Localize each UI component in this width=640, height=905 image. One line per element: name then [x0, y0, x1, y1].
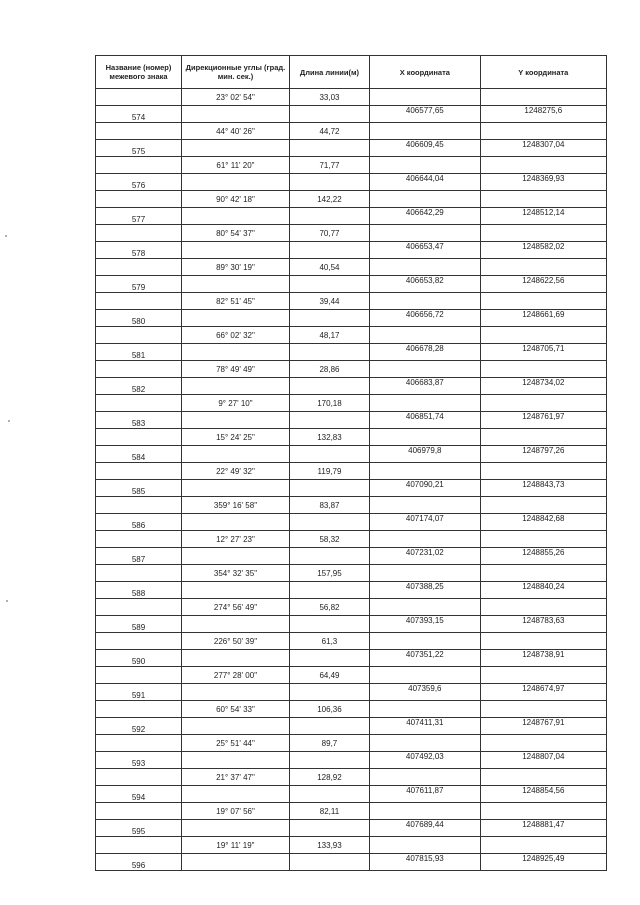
segment-row	[96, 191, 607, 208]
length-spacer	[289, 140, 369, 157]
y-coordinate-cell: 1248369,93	[480, 174, 606, 191]
length-spacer	[289, 650, 369, 667]
segment-row	[96, 463, 607, 480]
angle-spacer	[181, 174, 289, 191]
y-spacer	[480, 361, 606, 378]
length-spacer	[289, 786, 369, 803]
angle-cell: 9° 27' 10"	[181, 395, 289, 412]
x-coordinate-cell: 406653,47	[370, 242, 481, 259]
length-cell: 44,72	[289, 123, 369, 140]
segment-row	[96, 633, 607, 650]
angle-spacer	[181, 820, 289, 837]
y-coordinate-cell: 1248767,91	[480, 718, 606, 735]
name-spacer	[96, 89, 182, 106]
length-spacer	[289, 106, 369, 123]
point-name-cell: 592	[96, 718, 182, 735]
x-spacer	[370, 701, 481, 718]
length-spacer	[289, 616, 369, 633]
angle-cell: 359° 16' 58"	[181, 497, 289, 514]
y-coordinate-cell: 1248661,69	[480, 310, 606, 327]
name-spacer	[96, 157, 182, 174]
angle-cell: 89° 30' 19"	[181, 259, 289, 276]
y-spacer	[480, 191, 606, 208]
point-row	[96, 412, 607, 429]
y-coordinate-cell: 1248881,47	[480, 820, 606, 837]
x-spacer	[370, 327, 481, 344]
length-cell: 106,36	[289, 701, 369, 718]
length-cell: 132,83	[289, 429, 369, 446]
name-spacer	[96, 497, 182, 514]
point-name-cell: 586	[96, 514, 182, 531]
length-cell: 89,7	[289, 735, 369, 752]
length-cell: 82,11	[289, 803, 369, 820]
length-cell: 48,17	[289, 327, 369, 344]
length-spacer	[289, 174, 369, 191]
x-coordinate-cell: 407611,87	[370, 786, 481, 803]
x-coordinate-cell: 407174,07	[370, 514, 481, 531]
x-spacer	[370, 599, 481, 616]
name-spacer	[96, 361, 182, 378]
length-cell: 119,79	[289, 463, 369, 480]
length-cell: 39,44	[289, 293, 369, 310]
segment-row	[96, 803, 607, 820]
name-spacer	[96, 225, 182, 242]
point-row	[96, 106, 607, 123]
segment-row	[96, 667, 607, 684]
point-name-cell: 583	[96, 412, 182, 429]
point-row	[96, 242, 607, 259]
angle-spacer	[181, 446, 289, 463]
scan-speck	[8, 420, 10, 422]
y-spacer	[480, 89, 606, 106]
y-coordinate-cell: 1248705,71	[480, 344, 606, 361]
point-name-cell: 580	[96, 310, 182, 327]
x-spacer	[370, 633, 481, 650]
x-coordinate-cell: 407815,93	[370, 854, 481, 871]
length-cell: 83,87	[289, 497, 369, 514]
y-spacer	[480, 633, 606, 650]
length-cell: 33,03	[289, 89, 369, 106]
length-cell: 157,95	[289, 565, 369, 582]
point-row	[96, 344, 607, 361]
point-row	[96, 786, 607, 803]
length-spacer	[289, 684, 369, 701]
header-y: Y координата	[480, 56, 606, 89]
point-name-cell: 582	[96, 378, 182, 395]
angle-cell: 90° 42' 18"	[181, 191, 289, 208]
angle-spacer	[181, 684, 289, 701]
point-row	[96, 582, 607, 599]
x-coordinate-cell: 406609,45	[370, 140, 481, 157]
point-row	[96, 616, 607, 633]
angle-cell: 21° 37' 47"	[181, 769, 289, 786]
name-spacer	[96, 837, 182, 854]
y-spacer	[480, 565, 606, 582]
length-spacer	[289, 514, 369, 531]
name-spacer	[96, 259, 182, 276]
y-coordinate-cell: 1248840,24	[480, 582, 606, 599]
length-spacer	[289, 310, 369, 327]
y-spacer	[480, 497, 606, 514]
point-row	[96, 820, 607, 837]
length-cell: 61,3	[289, 633, 369, 650]
angle-spacer	[181, 514, 289, 531]
name-spacer	[96, 667, 182, 684]
x-coordinate-cell: 406642,29	[370, 208, 481, 225]
length-spacer	[289, 208, 369, 225]
angle-spacer	[181, 276, 289, 293]
x-spacer	[370, 531, 481, 548]
x-coordinate-cell: 407090,21	[370, 480, 481, 497]
point-name-cell: 588	[96, 582, 182, 599]
point-name-cell: 596	[96, 854, 182, 871]
angle-cell: 80° 54' 37"	[181, 225, 289, 242]
y-coordinate-cell: 1248807,04	[480, 752, 606, 769]
x-coordinate-cell: 407231,02	[370, 548, 481, 565]
point-name-cell: 589	[96, 616, 182, 633]
name-spacer	[96, 463, 182, 480]
length-cell: 133,93	[289, 837, 369, 854]
y-spacer	[480, 803, 606, 820]
segment-row	[96, 123, 607, 140]
x-spacer	[370, 225, 481, 242]
x-spacer	[370, 463, 481, 480]
angle-spacer	[181, 718, 289, 735]
point-row	[96, 650, 607, 667]
x-spacer	[370, 89, 481, 106]
name-spacer	[96, 599, 182, 616]
y-coordinate-cell: 1248855,26	[480, 548, 606, 565]
angle-cell: 226° 50' 39"	[181, 633, 289, 650]
length-cell: 56,82	[289, 599, 369, 616]
name-spacer	[96, 701, 182, 718]
name-spacer	[96, 769, 182, 786]
segment-row	[96, 225, 607, 242]
y-coordinate-cell: 1248783,63	[480, 616, 606, 633]
angle-spacer	[181, 208, 289, 225]
length-spacer	[289, 718, 369, 735]
angle-spacer	[181, 412, 289, 429]
length-spacer	[289, 344, 369, 361]
x-coordinate-cell: 407411,31	[370, 718, 481, 735]
y-spacer	[480, 293, 606, 310]
angle-cell: 12° 27' 23"	[181, 531, 289, 548]
angle-spacer	[181, 786, 289, 803]
y-coordinate-cell: 1248925,49	[480, 854, 606, 871]
x-coordinate-cell: 406656,72	[370, 310, 481, 327]
angle-spacer	[181, 752, 289, 769]
name-spacer	[96, 531, 182, 548]
angle-spacer	[181, 854, 289, 871]
x-coordinate-cell: 407689,44	[370, 820, 481, 837]
x-coordinate-cell: 406851,74	[370, 412, 481, 429]
point-row	[96, 548, 607, 565]
angle-cell: 19° 11' 19"	[181, 837, 289, 854]
point-row	[96, 752, 607, 769]
length-spacer	[289, 242, 369, 259]
point-row	[96, 310, 607, 327]
length-spacer	[289, 446, 369, 463]
angle-cell: 277° 28' 00"	[181, 667, 289, 684]
segment-row	[96, 531, 607, 548]
x-spacer	[370, 123, 481, 140]
y-spacer	[480, 327, 606, 344]
point-name-cell: 576	[96, 174, 182, 191]
name-spacer	[96, 735, 182, 752]
angle-cell: 61° 11' 20"	[181, 157, 289, 174]
x-spacer	[370, 429, 481, 446]
length-spacer	[289, 378, 369, 395]
segment-row	[96, 395, 607, 412]
length-cell: 40,54	[289, 259, 369, 276]
x-spacer	[370, 667, 481, 684]
angle-cell: 354° 32' 35"	[181, 565, 289, 582]
y-spacer	[480, 157, 606, 174]
angle-cell: 274° 56' 49"	[181, 599, 289, 616]
y-spacer	[480, 463, 606, 480]
point-name-cell: 585	[96, 480, 182, 497]
header-length: Длина линии(м)	[289, 56, 369, 89]
point-name-cell: 591	[96, 684, 182, 701]
length-cell: 170,18	[289, 395, 369, 412]
angle-spacer	[181, 310, 289, 327]
name-spacer	[96, 123, 182, 140]
point-name-cell: 577	[96, 208, 182, 225]
x-coordinate-cell: 407351,22	[370, 650, 481, 667]
y-coordinate-cell: 1248275,6	[480, 106, 606, 123]
segment-row	[96, 89, 607, 106]
angle-spacer	[181, 480, 289, 497]
angle-cell: 60° 54' 33"	[181, 701, 289, 718]
point-row	[96, 174, 607, 191]
name-spacer	[96, 191, 182, 208]
segment-row	[96, 327, 607, 344]
y-spacer	[480, 735, 606, 752]
length-spacer	[289, 276, 369, 293]
point-row	[96, 378, 607, 395]
x-spacer	[370, 769, 481, 786]
name-spacer	[96, 803, 182, 820]
y-spacer	[480, 225, 606, 242]
y-coordinate-cell: 1248674,97	[480, 684, 606, 701]
point-name-cell: 579	[96, 276, 182, 293]
length-spacer	[289, 548, 369, 565]
x-spacer	[370, 361, 481, 378]
y-coordinate-cell: 1248761,97	[480, 412, 606, 429]
point-name-cell: 593	[96, 752, 182, 769]
segment-row	[96, 361, 607, 378]
y-spacer	[480, 259, 606, 276]
x-spacer	[370, 735, 481, 752]
y-spacer	[480, 701, 606, 718]
point-name-cell: 578	[96, 242, 182, 259]
length-spacer	[289, 480, 369, 497]
point-name-cell: 595	[96, 820, 182, 837]
y-spacer	[480, 599, 606, 616]
x-coordinate-cell: 406678,28	[370, 344, 481, 361]
x-spacer	[370, 837, 481, 854]
name-spacer	[96, 395, 182, 412]
length-spacer	[289, 412, 369, 429]
x-coordinate-cell: 406577,65	[370, 106, 481, 123]
y-coordinate-cell: 1248622,56	[480, 276, 606, 293]
length-spacer	[289, 582, 369, 599]
point-row	[96, 140, 607, 157]
angle-spacer	[181, 140, 289, 157]
x-coordinate-cell: 407388,25	[370, 582, 481, 599]
angle-spacer	[181, 582, 289, 599]
point-row	[96, 684, 607, 701]
segment-row	[96, 769, 607, 786]
angle-spacer	[181, 616, 289, 633]
segment-row	[96, 735, 607, 752]
point-row	[96, 276, 607, 293]
length-spacer	[289, 752, 369, 769]
point-name-cell: 594	[96, 786, 182, 803]
length-cell: 71,77	[289, 157, 369, 174]
segment-row	[96, 293, 607, 310]
y-coordinate-cell: 1248738,91	[480, 650, 606, 667]
point-name-cell: 590	[96, 650, 182, 667]
x-coordinate-cell: 407492,03	[370, 752, 481, 769]
angle-cell: 22° 49' 32"	[181, 463, 289, 480]
length-spacer	[289, 820, 369, 837]
header-name: Название (номер) межевого знака	[96, 56, 182, 89]
y-coordinate-cell: 1248843,73	[480, 480, 606, 497]
x-spacer	[370, 293, 481, 310]
angle-cell: 19° 07' 56"	[181, 803, 289, 820]
x-spacer	[370, 497, 481, 514]
segment-row	[96, 837, 607, 854]
y-coordinate-cell: 1248797,26	[480, 446, 606, 463]
y-spacer	[480, 395, 606, 412]
point-row	[96, 446, 607, 463]
x-coordinate-cell: 407393,15	[370, 616, 481, 633]
y-spacer	[480, 837, 606, 854]
y-coordinate-cell: 1248307,04	[480, 140, 606, 157]
point-name-cell: 587	[96, 548, 182, 565]
y-coordinate-cell: 1248842,68	[480, 514, 606, 531]
x-spacer	[370, 803, 481, 820]
segment-row	[96, 701, 607, 718]
y-coordinate-cell: 1248512,14	[480, 208, 606, 225]
angle-spacer	[181, 650, 289, 667]
segment-row	[96, 429, 607, 446]
angle-cell: 25° 51' 44"	[181, 735, 289, 752]
coordinates-table	[95, 55, 607, 871]
header-angle: Дирекционные углы (град. мин. сек.)	[181, 56, 289, 89]
table-body	[96, 89, 607, 871]
y-coordinate-cell: 1248854,56	[480, 786, 606, 803]
angle-cell: 66° 02' 32"	[181, 327, 289, 344]
y-spacer	[480, 429, 606, 446]
x-coordinate-cell: 407359,6	[370, 684, 481, 701]
point-row	[96, 718, 607, 735]
scan-speck	[5, 235, 7, 237]
angle-spacer	[181, 378, 289, 395]
length-cell: 128,92	[289, 769, 369, 786]
angle-cell: 78° 49' 49"	[181, 361, 289, 378]
length-cell: 142,22	[289, 191, 369, 208]
x-spacer	[370, 395, 481, 412]
angle-spacer	[181, 548, 289, 565]
angle-spacer	[181, 106, 289, 123]
table-header-row	[96, 56, 607, 89]
x-coordinate-cell: 406644,04	[370, 174, 481, 191]
point-name-cell: 574	[96, 106, 182, 123]
length-cell: 58,32	[289, 531, 369, 548]
header-x: X координата	[370, 56, 481, 89]
x-spacer	[370, 565, 481, 582]
name-spacer	[96, 633, 182, 650]
angle-spacer	[181, 242, 289, 259]
x-coordinate-cell: 406683,87	[370, 378, 481, 395]
angle-spacer	[181, 344, 289, 361]
y-spacer	[480, 667, 606, 684]
segment-row	[96, 599, 607, 616]
angle-cell: 23° 02' 54"	[181, 89, 289, 106]
point-row	[96, 514, 607, 531]
point-row	[96, 208, 607, 225]
name-spacer	[96, 429, 182, 446]
segment-row	[96, 157, 607, 174]
point-row	[96, 480, 607, 497]
angle-cell: 44° 40' 26"	[181, 123, 289, 140]
name-spacer	[96, 293, 182, 310]
segment-row	[96, 497, 607, 514]
x-coordinate-cell: 406979,8	[370, 446, 481, 463]
y-coordinate-cell: 1248582,02	[480, 242, 606, 259]
y-spacer	[480, 769, 606, 786]
x-coordinate-cell: 406653,82	[370, 276, 481, 293]
length-cell: 28,86	[289, 361, 369, 378]
y-spacer	[480, 531, 606, 548]
y-coordinate-cell: 1248734,02	[480, 378, 606, 395]
length-cell: 64,49	[289, 667, 369, 684]
x-spacer	[370, 157, 481, 174]
point-name-cell: 581	[96, 344, 182, 361]
point-name-cell: 584	[96, 446, 182, 463]
x-spacer	[370, 259, 481, 276]
segment-row	[96, 259, 607, 276]
point-name-cell: 575	[96, 140, 182, 157]
angle-cell: 15° 24' 25"	[181, 429, 289, 446]
point-row	[96, 854, 607, 871]
length-cell: 70,77	[289, 225, 369, 242]
scan-speck	[6, 600, 8, 602]
name-spacer	[96, 327, 182, 344]
segment-row	[96, 565, 607, 582]
angle-cell: 82° 51' 45"	[181, 293, 289, 310]
y-spacer	[480, 123, 606, 140]
x-spacer	[370, 191, 481, 208]
length-spacer	[289, 854, 369, 871]
name-spacer	[96, 565, 182, 582]
